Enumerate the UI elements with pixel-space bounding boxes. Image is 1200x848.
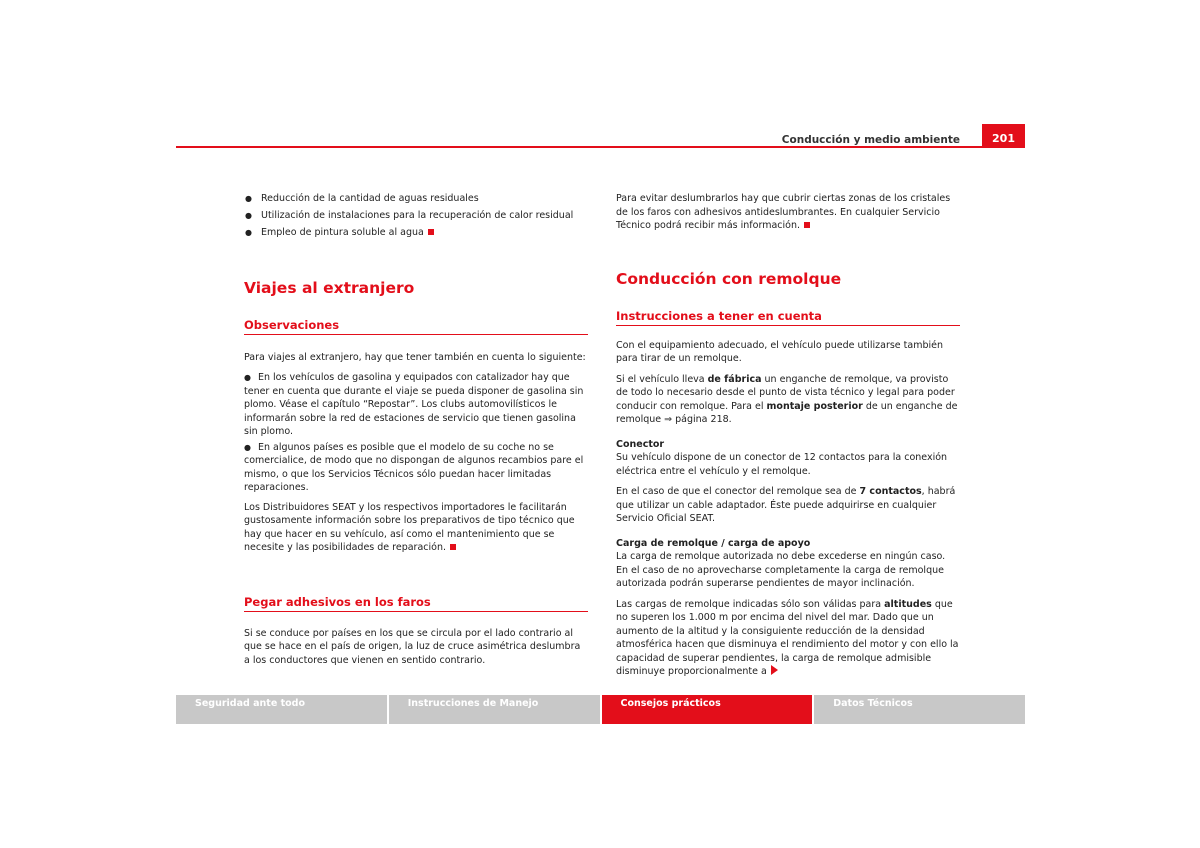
carga-p2: Las cargas de remolque indicadas sólo son válidas para altitudes que no superen los 1.000 m por encima del nivel del mar. Dado que un aumento de la altitud y la consiguiente reducción de la densidad atmosférica hacen que disminuya el rendimiento del motor y con ello la capacidad de superar pendientes, la carga de remolque admisible disminuye proporcionalmente a — [616, 598, 959, 677]
subsection-title-observaciones: Observaciones — [244, 318, 588, 335]
list-item: ● En los vehículos de gasolina y equipados con catalizador hay que tener en cuenta que durante el viaje se pueda disponer de gasolina sin plomo. Véase el capítulo “Repostar”. Los clubs automovilísticos le informarán sobre la red de estaciones de servicio que tienen gasolina sin plomo. — [244, 371, 588, 439]
instrucciones-p2: Si el vehículo lleva de fábrica un enganche de remolque, va provisto de todo lo necesario desde el punto de vista técnico y legal para poder conducir con remolque. Para el montaje posterior de un enganche de remolque ⇒ página 218. — [616, 373, 958, 425]
subsection-title-instrucciones: Instrucciones a tener en cuenta — [616, 309, 960, 326]
header-rule — [176, 146, 1025, 148]
observaciones-closing: Los Distribuidores SEAT y los respectivos importadores le facilitarán gustosamente información sobre los preparativos de tipo técnico que hay que hacer en su vehículo, así como el mantenimiento que se necesite y las posibilidades de reparación. — [244, 501, 575, 553]
list-item: ● Reducción de la cantidad de aguas residuales — [244, 192, 588, 206]
faros-continuation: Para evitar deslumbrarlos hay que cubrir ciertas zonas de los cristales de los faros con adhesivos antideslumbrantes. En cualquier Servicio Técnico podrá recibir más información. — [616, 193, 951, 231]
tab-datos[interactable]: Datos Técnicos — [814, 695, 1025, 724]
heading-conector: Conector — [616, 438, 665, 450]
observaciones-list — [244, 371, 588, 495]
conector-p1: Su vehículo dispone de un conector de 12 contactos para la conexión eléctrica entre el vehículo y el remolque. — [616, 452, 948, 477]
page-number: 201 — [982, 124, 1025, 148]
end-of-section-icon — [428, 229, 434, 235]
left-column — [244, 192, 588, 674]
tab-instrucciones[interactable]: Instrucciones de Manejo — [389, 695, 600, 724]
end-of-section-icon — [804, 222, 810, 228]
heading-carga: Carga de remolque / carga de apoyo — [616, 537, 811, 549]
continue-arrow-icon — [771, 665, 778, 675]
conector-p2: En el caso de que el conector del remolque sea de 7 contactos, habrá que utilizar un cable adaptador. Éste puede adquirirse en cualquier Servicio Oficial SEAT. — [616, 486, 956, 524]
section-title-remolque: Conducción con remolque — [616, 269, 842, 288]
right-column — [616, 192, 960, 686]
list-item: ● Utilización de instalaciones para la recuperación de calor residual — [244, 209, 588, 223]
instrucciones-p1: Con el equipamiento adecuado, el vehículo puede utilizarse también para tirar de un remolque. — [616, 339, 944, 364]
subsection-title-faros: Pegar adhesivos en los faros — [244, 595, 588, 612]
observaciones-intro: Para viajes al extranjero, hay que tener también en cuenta lo siguiente: — [244, 351, 586, 363]
tab-seguridad[interactable]: Seguridad ante todo — [176, 695, 387, 724]
environment-bullet-list — [244, 192, 588, 240]
faros-body: Si se conduce por países en los que se circula por el lado contrario al que se hace en el país de origen, la luz de cruce asimétrica deslumbra a los conductores que vienen en sentido contrario. — [244, 627, 581, 666]
chapter-tabs — [176, 695, 1025, 724]
carga-p1: La carga de remolque autorizada no debe excederse en ningún caso. En el caso de no aprovecharse completamente la carga de remolque autorizada podrán superarse pendientes de mayor inclinación. — [616, 551, 946, 589]
end-of-section-icon — [450, 544, 456, 550]
list-item: ● En algunos países es posible que el modelo de su coche no se comercialice, de modo que no dispongan de algunos recambios pare el mismo, o que los Servicios Técnicos sólo puedan hacer limitadas reparaciones. — [244, 441, 588, 495]
list-item: ● Empleo de pintura soluble al agua — [244, 226, 588, 240]
tab-consejos[interactable]: Consejos prácticos — [602, 695, 813, 724]
section-title-viajes: Viajes al extranjero — [244, 278, 415, 297]
running-header: Conducción y medio ambiente — [781, 134, 960, 146]
